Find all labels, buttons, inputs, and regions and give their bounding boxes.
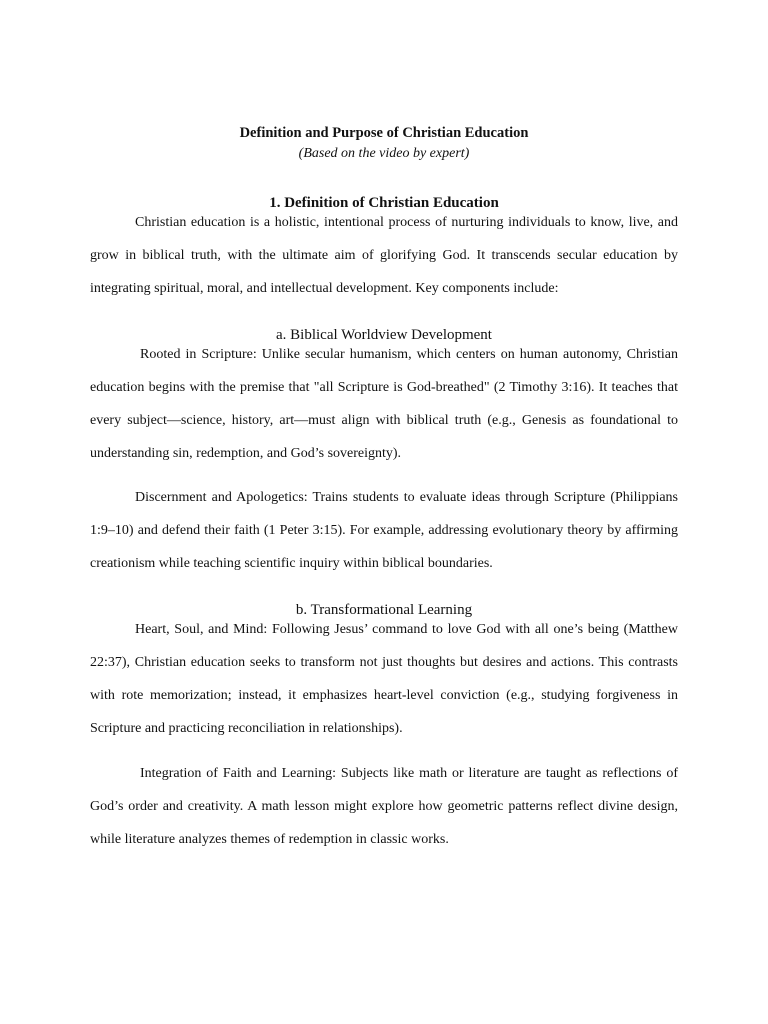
subsection-b-paragraph-2: Integration of Faith and Learning: Subjects like math or literature are taught as reflections of God’s order and creativity. A math lesson might explore how geometric patterns reflect divine design, while literature analyzes themes of redemption in classic works. — [90, 766, 678, 847]
document-subtitle: (Based on the video by expert) — [298, 146, 470, 161]
subsection-b-paragraph-1: Heart, Soul, and Mind: Following Jesus’ command to love God with all one’s being (Matthew 22:37), Christian education seeks to transform not just thoughts but desires and actions. This contrasts with rote memorization; instead, it emphasizes heart-level conviction (e.g., studying forgiveness in Scripture and practicing reconciliation in relationships). — [90, 622, 678, 736]
subsection-a-paragraph-2: Discernment and Apologetics: Trains students to evaluate ideas through Scripture (Philippians 1:9–10) and defend their faith (1 Peter 3:15). For example, addressing evolutionary theory by affirming creationism while teaching scientific inquiry within biblical boundaries. — [90, 490, 678, 571]
section-1-intro-paragraph: Christian education is a holistic, intentional process of nurturing individuals to know, live, and grow in biblical truth, with the ultimate aim of glorifying God. It transcends secular education by integrating spiritual, moral, and intellectual development. Key components include: — [90, 215, 678, 296]
document-page — [90, 0, 678, 1024]
subsection-a-heading: a. Biblical Worldview Development — [276, 327, 492, 343]
section-1-heading: 1. Definition of Christian Education — [269, 195, 499, 211]
subsection-a-paragraph-1: Rooted in Scripture: Unlike secular humanism, which centers on human autonomy, Christian education begins with the premise that "all Scripture is God-breathed" (2 Timothy 3:16). It teaches that every subject—science, history, art—must align with biblical truth (e.g., Genesis as foundational to understanding sin, redemption, and God’s sovereignty). — [90, 347, 678, 461]
subsection-b-heading: b. Transformational Learning — [295, 602, 473, 618]
document-title: Definition and Purpose of Christian Education — [239, 125, 529, 141]
